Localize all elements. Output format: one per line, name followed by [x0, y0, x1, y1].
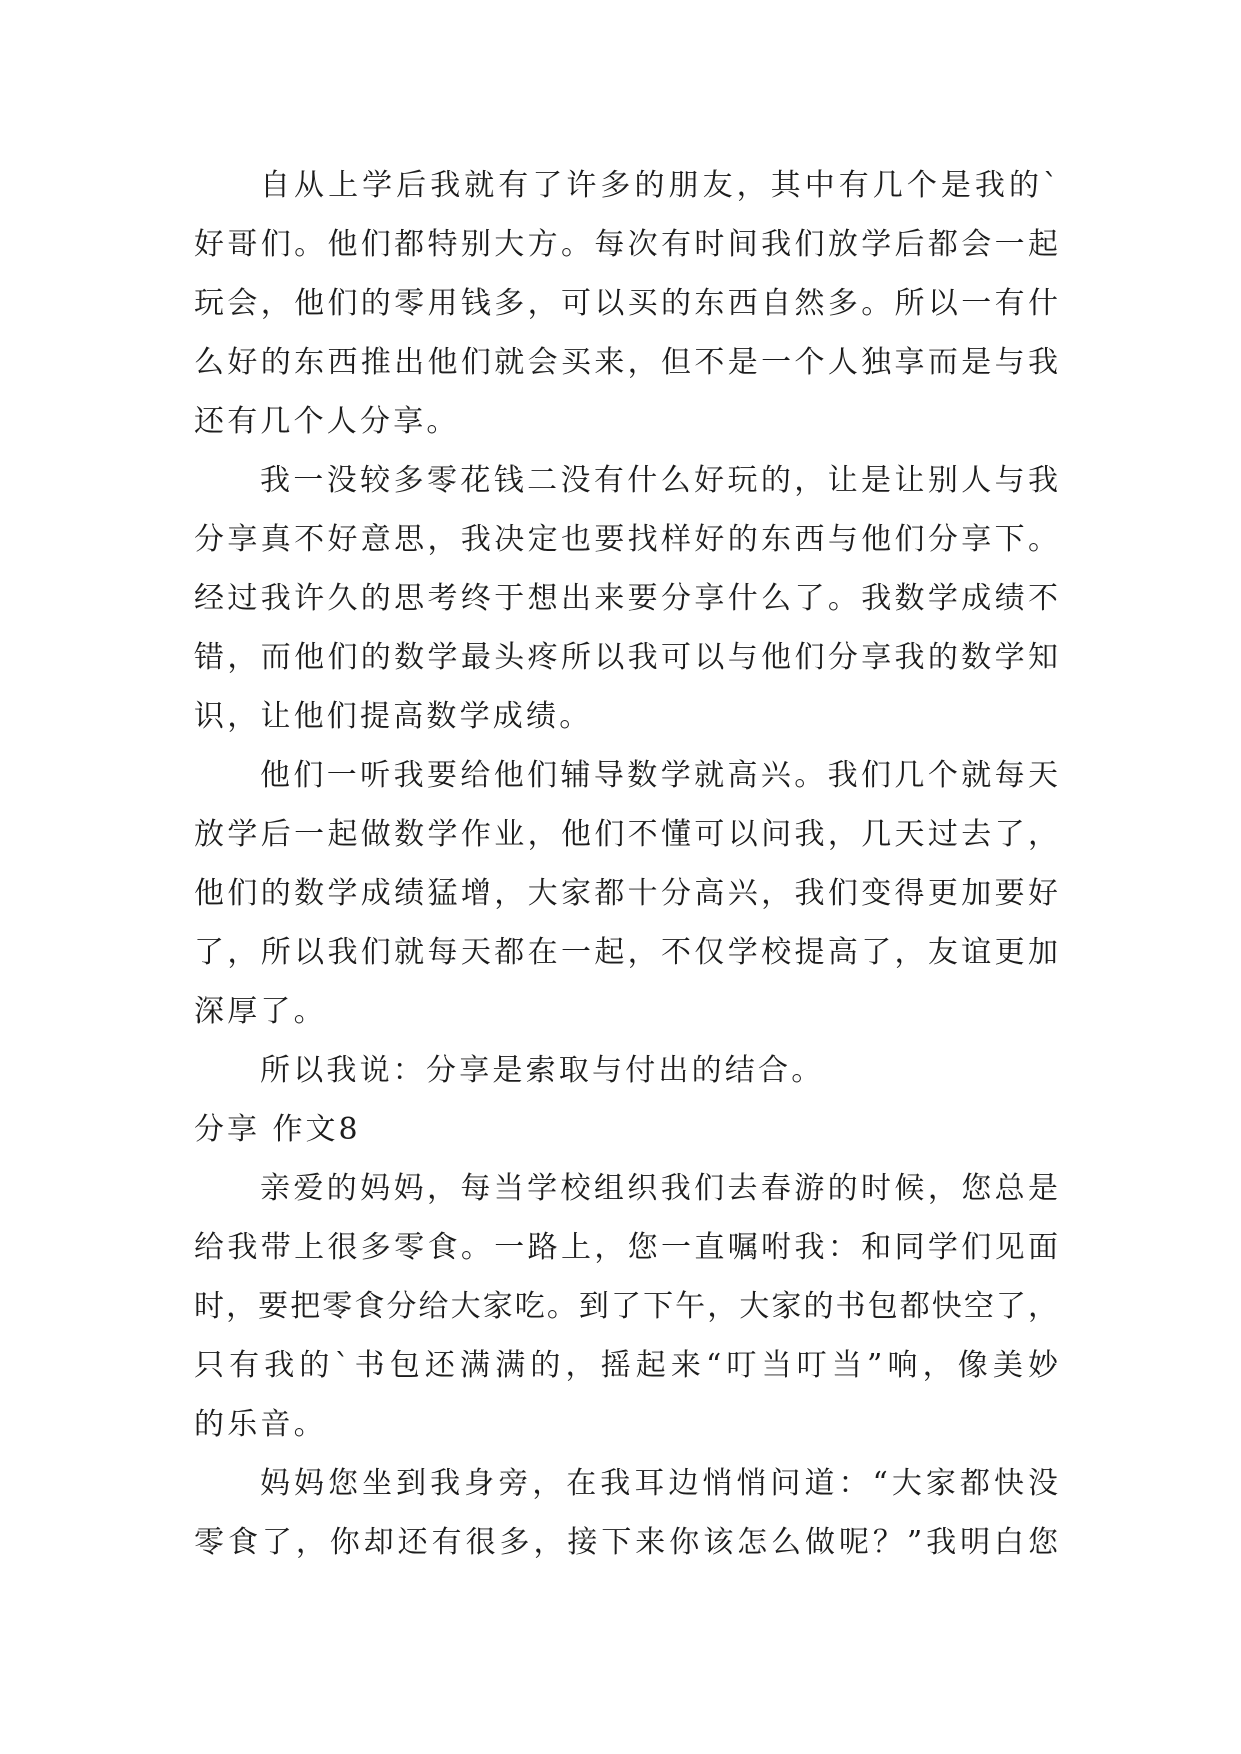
paragraph-tutoring	[194, 746, 1058, 1041]
paragraph-friends	[194, 156, 1058, 451]
text-line: 他们一听我要给他们辅导数学就高兴。我们几个就每天	[260, 758, 1058, 793]
text-line: 还有几个人分享。	[194, 404, 460, 439]
text-line: 玩会，他们的零用钱多，可以买的东西自然多。所以一有什	[194, 286, 1058, 321]
text-line: 妈妈您坐到我身旁，在我耳边悄悄问道：“大家都快没	[260, 1466, 1058, 1501]
text-line: 了，所以我们就每天都在一起，不仅学校提高了，友谊更加	[194, 935, 1058, 970]
text-line: 分享真不好意思，我决定也要找样好的东西与他们分享下。	[194, 522, 1058, 557]
text-line: 识，让他们提高数学成绩。	[194, 699, 593, 734]
paragraph-conclusion	[194, 1041, 1058, 1100]
paragraph-spring-outing	[194, 1159, 1058, 1454]
text-line: 给我带上很多零食。一路上，您一直嘱咐我：和同学们见面	[194, 1230, 1058, 1265]
document-body	[194, 156, 1058, 1572]
text-line: 的乐音。	[194, 1407, 327, 1442]
text-line: 只有我的`书包还满满的，摇起来“叮当叮当”响，像美妙	[194, 1348, 1058, 1383]
essay-heading: 分享 作文8	[194, 1112, 361, 1147]
text-line: 深厚了。	[194, 994, 327, 1029]
paragraph-decision	[194, 451, 1058, 746]
text-line: 么好的东西推出他们就会买来，但不是一个人独享而是与我	[194, 345, 1058, 380]
paragraph-mother-question	[194, 1454, 1058, 1572]
text-line: 好哥们。他们都特别大方。每次有时间我们放学后都会一起	[194, 227, 1058, 262]
text-line: 时，要把零食分给大家吃。到了下午，大家的书包都快空了，	[194, 1289, 1058, 1324]
text-line: 放学后一起做数学作业，他们不懂可以问我，几天过去了，	[194, 817, 1058, 852]
text-line: 错，而他们的数学最头疼所以我可以与他们分享我的数学知	[194, 640, 1058, 675]
text-line: 他们的数学成绩猛增，大家都十分高兴，我们变得更加要好	[194, 876, 1058, 911]
text-line: 零食了，你却还有很多，接下来你该怎么做呢？”我明白您	[194, 1525, 1058, 1560]
text-line: 经过我许久的思考终于想出来要分享什么了。我数学成绩不	[194, 581, 1058, 616]
text-line: 亲爱的妈妈，每当学校组织我们去春游的时候，您总是	[260, 1171, 1058, 1206]
text-line: 所以我说：分享是索取与付出的结合。	[260, 1053, 825, 1088]
text-line: 自从上学后我就有了许多的朋友，其中有几个是我的`	[260, 168, 1058, 203]
text-line: 我一没较多零花钱二没有什么好玩的，让是让别人与我	[260, 463, 1058, 498]
